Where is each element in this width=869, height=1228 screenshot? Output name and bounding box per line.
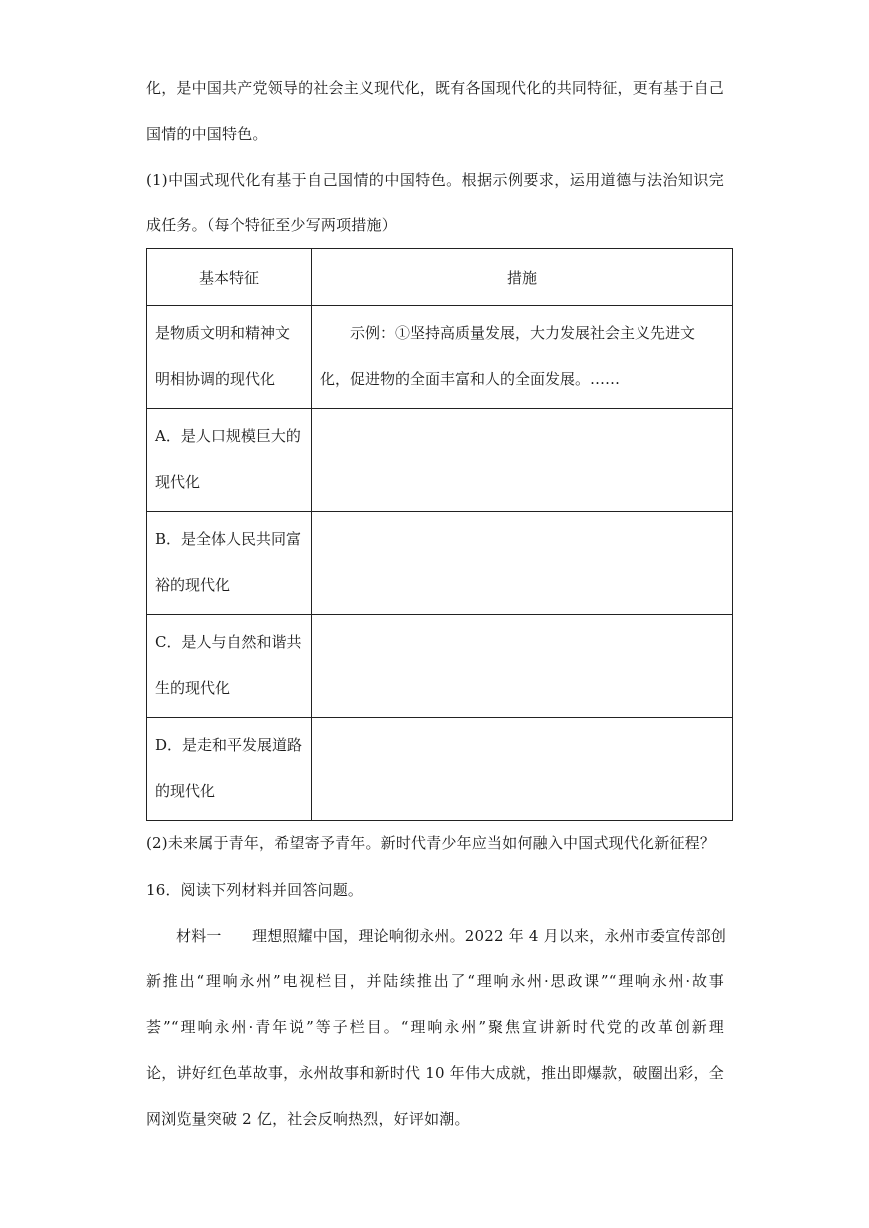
material-1-line-1: 材料一 理想照耀中国，理论响彻永州。2022 年 4 月以来，永州市委宣传部创 [176, 927, 727, 945]
material-1-line-3: 荟”“理响永州·青年说”等子栏目。“理响永州”聚焦宣讲新时代党的改革创新理 [146, 1018, 724, 1036]
feature-cell: A．是人口规模巨大的现代化 [155, 427, 301, 491]
measure-answer-cell[interactable] [312, 615, 733, 718]
measure-example-cell: 示例：①坚持高质量发展，大力发展社会主义先进文化，促进物的全面丰富和人的全面发展。…… [320, 324, 696, 388]
question-2: (2)未来属于青年，希望寄予青年。新时代青少年应当如何融入中国式现代化新征程？ [146, 834, 716, 852]
material-1-line-5: 网浏览量突破 2 亿，社会反响热烈，好评如潮。 [146, 1110, 470, 1128]
question-1-line-1: (1)中国式现代化有基于自己国情的中国特色。根据示例要求，运用道德与法治知识完 [146, 171, 724, 189]
feature-cell: 是物质文明和精神文明相协调的现代化 [155, 324, 291, 388]
table-row [147, 512, 733, 615]
measure-answer-cell[interactable] [312, 409, 733, 512]
measure-answer-cell[interactable] [312, 718, 733, 821]
table-header-row [147, 249, 733, 306]
measure-answer-cell[interactable] [312, 512, 733, 615]
table-row [147, 615, 733, 718]
table-row [147, 409, 733, 512]
table-row [147, 306, 733, 409]
table-row [147, 718, 733, 821]
feature-cell: D．是走和平发展道路的现代化 [155, 736, 303, 800]
material-1-line-4: 论，讲好红色革故事，永州故事和新时代 10 年伟大成就，推出即爆款，破圈出彩，全 [146, 1064, 724, 1082]
question-1-line-2: 成任务。（每个特征至少写两项措施） [146, 216, 397, 234]
header-measure: 措施 [312, 249, 733, 306]
intro-line-2: 国情的中国特色。 [146, 125, 268, 143]
intro-line-1: 化，是中国共产党领导的社会主义现代化，既有各国现代化的共同特征，更有基于自己 [146, 79, 724, 97]
question-16-title: 16．阅读下列材料并回答问题。 [146, 881, 364, 899]
header-feature: 基本特征 [147, 249, 312, 306]
feature-measure-table [146, 248, 733, 821]
material-1-line-2: 新推出“理响永州”电视栏目，并陆续推出了“理响永州·思政课”“理响永州·故事 [146, 972, 724, 990]
feature-cell: C．是人与自然和谐共生的现代化 [155, 633, 302, 697]
feature-cell: B．是全体人民共同富裕的现代化 [155, 530, 302, 594]
